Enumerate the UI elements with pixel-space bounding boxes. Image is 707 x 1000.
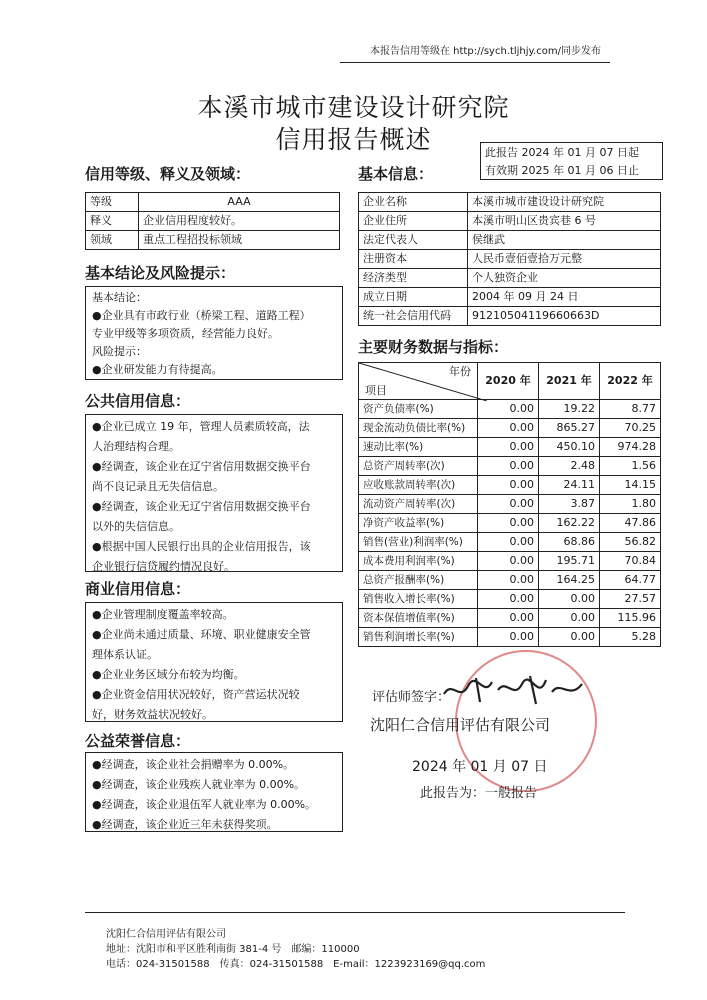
metric-value: 0.00 xyxy=(539,590,600,609)
metric-name: 销售(营业)利润率(%) xyxy=(359,533,478,552)
corner-year-label: 年份 xyxy=(449,365,471,378)
metric-value: 8.77 xyxy=(600,400,661,419)
metric-value: 0.00 xyxy=(478,628,539,647)
commercial-credit-box xyxy=(85,602,343,722)
table-row xyxy=(86,193,340,212)
credit-section-title: 信用等级、释义及领域： xyxy=(85,165,251,183)
finance-header-row xyxy=(359,363,661,400)
signing-company: 沈阳仁合信用评估有限公司 xyxy=(370,716,551,734)
info-value: 本溪市明山区贵宾巷 6 号 xyxy=(468,212,661,231)
table-row xyxy=(359,514,661,533)
validity-box xyxy=(480,142,663,180)
metric-value: 0.00 xyxy=(478,533,539,552)
credit-label: 等级 xyxy=(86,193,139,212)
finance-title: 主要财务数据与指标： xyxy=(358,338,509,356)
metric-value: 195.71 xyxy=(539,552,600,571)
conclusion-line: 风险提示： xyxy=(92,345,147,358)
handwritten-signature xyxy=(440,672,590,708)
metric-name: 资本保值增值率(%) xyxy=(359,609,478,628)
metric-name: 成本费用利润率(%) xyxy=(359,552,478,571)
metric-value: 450.10 xyxy=(539,438,600,457)
table-row xyxy=(359,288,661,307)
signature-label: 评估师签字： xyxy=(372,690,451,705)
table-row xyxy=(359,307,661,326)
metric-name: 速动比率(%) xyxy=(359,438,478,457)
finance-corner-cell xyxy=(359,363,478,400)
info-label: 法定代表人 xyxy=(359,231,468,250)
public-welfare-line: ●经调查，该企业退伍军人就业率为 0.00%。 xyxy=(92,798,317,811)
metric-value: 0.00 xyxy=(478,476,539,495)
metric-value: 1.80 xyxy=(600,495,661,514)
info-label: 企业名称 xyxy=(359,193,468,212)
commercial-credit-line: ●企业管理制度覆盖率较高。 xyxy=(92,608,234,621)
public-credit-line: ●经调查，该企业在辽宁省信用数据交换平台 xyxy=(92,460,311,473)
metric-value: 0.00 xyxy=(478,457,539,476)
public-credit-line: ●经调查，该企业无辽宁省信用数据交换平台 xyxy=(92,500,311,513)
info-label: 成立日期 xyxy=(359,288,468,307)
table-row xyxy=(359,476,661,495)
finance-table xyxy=(358,362,661,647)
metric-value: 1.56 xyxy=(600,457,661,476)
metric-value: 19.22 xyxy=(539,400,600,419)
table-row xyxy=(359,552,661,571)
credit-domain: 重点工程招投标领域 xyxy=(139,231,340,250)
info-label: 统一社会信用代码 xyxy=(359,307,468,326)
credit-table xyxy=(85,192,340,250)
report-type: 此报告为：一般报告 xyxy=(420,786,538,801)
commercial-credit-title: 商业信用信息： xyxy=(85,580,191,598)
table-row xyxy=(359,193,661,212)
validity-start: 此报告 2024 年 01 月 07 日起 xyxy=(485,146,639,159)
info-value: 91210504119660663D xyxy=(468,307,661,326)
metric-value: 24.11 xyxy=(539,476,600,495)
metric-value: 0.00 xyxy=(539,609,600,628)
metric-value: 162.22 xyxy=(539,514,600,533)
metric-value: 0.00 xyxy=(478,514,539,533)
public-welfare-title: 公益荣誉信息： xyxy=(85,732,191,750)
year-header: 2021 年 xyxy=(539,363,600,400)
conclusion-line: ●企业研发能力有待提高。 xyxy=(92,363,223,376)
footer-address: 地址：沈阳市和平区胜利南街 381-4 号 邮编：110000 xyxy=(106,944,360,955)
public-credit-line: 人治理结构合理。 xyxy=(92,440,180,453)
metric-value: 27.57 xyxy=(600,590,661,609)
metric-name: 总资产周转率(次) xyxy=(359,457,478,476)
header-divider xyxy=(340,62,610,63)
finance-body xyxy=(359,400,661,647)
year-header: 2020 年 xyxy=(478,363,539,400)
table-row xyxy=(359,212,661,231)
metric-value: 0.00 xyxy=(478,590,539,609)
public-welfare-line: ●经调查，该企业近三年未获得奖项。 xyxy=(92,818,278,831)
public-credit-box xyxy=(85,414,343,572)
commercial-credit-line: 好，财务效益状况较好。 xyxy=(92,708,213,721)
metric-value: 3.87 xyxy=(539,495,600,514)
credit-label: 领域 xyxy=(86,231,139,250)
metric-value: 0.00 xyxy=(478,609,539,628)
metric-value: 164.25 xyxy=(539,571,600,590)
public-welfare-line: ●经调查，该企业残疾人就业率为 0.00%。 xyxy=(92,778,306,791)
public-credit-line: 企业银行信贷履约情况良好。 xyxy=(92,560,235,573)
credit-grade: AAA xyxy=(139,193,340,212)
conclusion-line: ●企业具有市政行业（桥梁工程、道路工程） xyxy=(92,309,311,322)
commercial-credit-line: ●企业尚未通过质量、环境、职业健康安全管 xyxy=(92,628,311,641)
basic-info-title: 基本信息： xyxy=(358,165,434,183)
commercial-credit-line: ●企业业务区域分布较为均衡。 xyxy=(92,668,245,681)
footer xyxy=(106,927,485,972)
metric-value: 70.84 xyxy=(600,552,661,571)
info-value: 个人独资企业 xyxy=(468,269,661,288)
metric-name: 流动资产周转率(次) xyxy=(359,495,478,514)
table-row xyxy=(86,212,340,231)
info-value: 2004 年 09 月 24 日 xyxy=(468,288,661,307)
metric-name: 销售收入增长率(%) xyxy=(359,590,478,609)
info-value: 人民币壹佰壹拾万元整 xyxy=(468,250,661,269)
table-row xyxy=(359,495,661,514)
metric-value: 2.48 xyxy=(539,457,600,476)
conclusion-line: 专业甲级等多项资质，经营能力良好。 xyxy=(92,327,279,340)
conclusion-box xyxy=(85,286,343,380)
info-value: 本溪市城市建设设计研究院 xyxy=(468,193,661,212)
info-label: 企业住所 xyxy=(359,212,468,231)
metric-name: 现金流动负债比率(%) xyxy=(359,419,478,438)
public-welfare-line: ●经调查，该企业社会捐赠率为 0.00%。 xyxy=(92,758,295,771)
table-row xyxy=(359,609,661,628)
metric-value: 0.00 xyxy=(478,419,539,438)
corner-item-label: 项目 xyxy=(365,384,387,397)
table-row xyxy=(359,571,661,590)
conclusion-title: 基本结论及风险提示： xyxy=(85,264,236,282)
footer-contact: 电话：024-31501588 传真：024-31501588 E-mail：1223923169@qq.com xyxy=(106,959,486,970)
public-credit-line: 以外的失信信息。 xyxy=(92,520,180,533)
metric-value: 0.00 xyxy=(478,552,539,571)
public-welfare-box xyxy=(85,752,343,832)
metric-value: 14.15 xyxy=(600,476,661,495)
footer-company: 沈阳仁合信用评估有限公司 xyxy=(106,929,226,940)
header-note: 本报告信用等级在 http://sych.tljhjy.com/同步发布 xyxy=(370,46,601,57)
metric-value: 47.86 xyxy=(600,514,661,533)
page-subtitle: 信用报告概述 xyxy=(275,125,432,154)
metric-name: 销售利润增长率(%) xyxy=(359,628,478,647)
table-row xyxy=(359,590,661,609)
metric-value: 0.00 xyxy=(478,438,539,457)
public-credit-line: ●根据中国人民银行出具的企业信用报告，该 xyxy=(92,540,311,553)
metric-name: 净资产收益率(%) xyxy=(359,514,478,533)
year-header: 2022 年 xyxy=(600,363,661,400)
metric-value: 5.28 xyxy=(600,628,661,647)
metric-name: 总资产报酬率(%) xyxy=(359,571,478,590)
metric-name: 应收账款周转率(次) xyxy=(359,476,478,495)
table-row xyxy=(359,628,661,647)
credit-label: 释义 xyxy=(86,212,139,231)
metric-value: 56.82 xyxy=(600,533,661,552)
commercial-credit-line: ●企业资金信用状况较好，资产营运状况较 xyxy=(92,688,300,701)
metric-value: 865.27 xyxy=(539,419,600,438)
validity-end: 有效期 2025 年 01 月 06 日止 xyxy=(485,164,639,177)
basic-info-table xyxy=(358,192,661,326)
public-credit-line: ●企业已成立 19 年，管理人员素质较高，法 xyxy=(92,420,310,433)
metric-value: 974.28 xyxy=(600,438,661,457)
info-label: 注册资本 xyxy=(359,250,468,269)
metric-value: 0.00 xyxy=(478,400,539,419)
signing-date: 2024 年 01 月 07 日 xyxy=(412,759,548,775)
table-row xyxy=(359,533,661,552)
table-row xyxy=(359,419,661,438)
info-value: 侯继武 xyxy=(468,231,661,250)
public-credit-title: 公共信用信息： xyxy=(85,392,191,410)
table-row xyxy=(359,438,661,457)
commercial-credit-line: 理体系认证。 xyxy=(92,648,158,661)
info-label: 经济类型 xyxy=(359,269,468,288)
credit-meaning: 企业信用程度较好。 xyxy=(139,212,340,231)
table-row xyxy=(359,250,661,269)
table-row xyxy=(359,269,661,288)
conclusion-line: 基本结论： xyxy=(92,291,147,304)
table-row xyxy=(359,231,661,250)
metric-value: 115.96 xyxy=(600,609,661,628)
metric-value: 64.77 xyxy=(600,571,661,590)
table-row xyxy=(359,400,661,419)
metric-name: 资产负债率(%) xyxy=(359,400,478,419)
table-row xyxy=(359,457,661,476)
footer-divider xyxy=(85,912,625,913)
metric-value: 68.86 xyxy=(539,533,600,552)
table-row xyxy=(86,231,340,250)
page-title: 本溪市城市建设设计研究院 xyxy=(197,93,510,122)
metric-value: 0.00 xyxy=(478,571,539,590)
metric-value: 0.00 xyxy=(478,495,539,514)
public-credit-line: 尚不良记录且无失信信息。 xyxy=(92,480,224,493)
metric-value: 0.00 xyxy=(539,628,600,647)
metric-value: 70.25 xyxy=(600,419,661,438)
